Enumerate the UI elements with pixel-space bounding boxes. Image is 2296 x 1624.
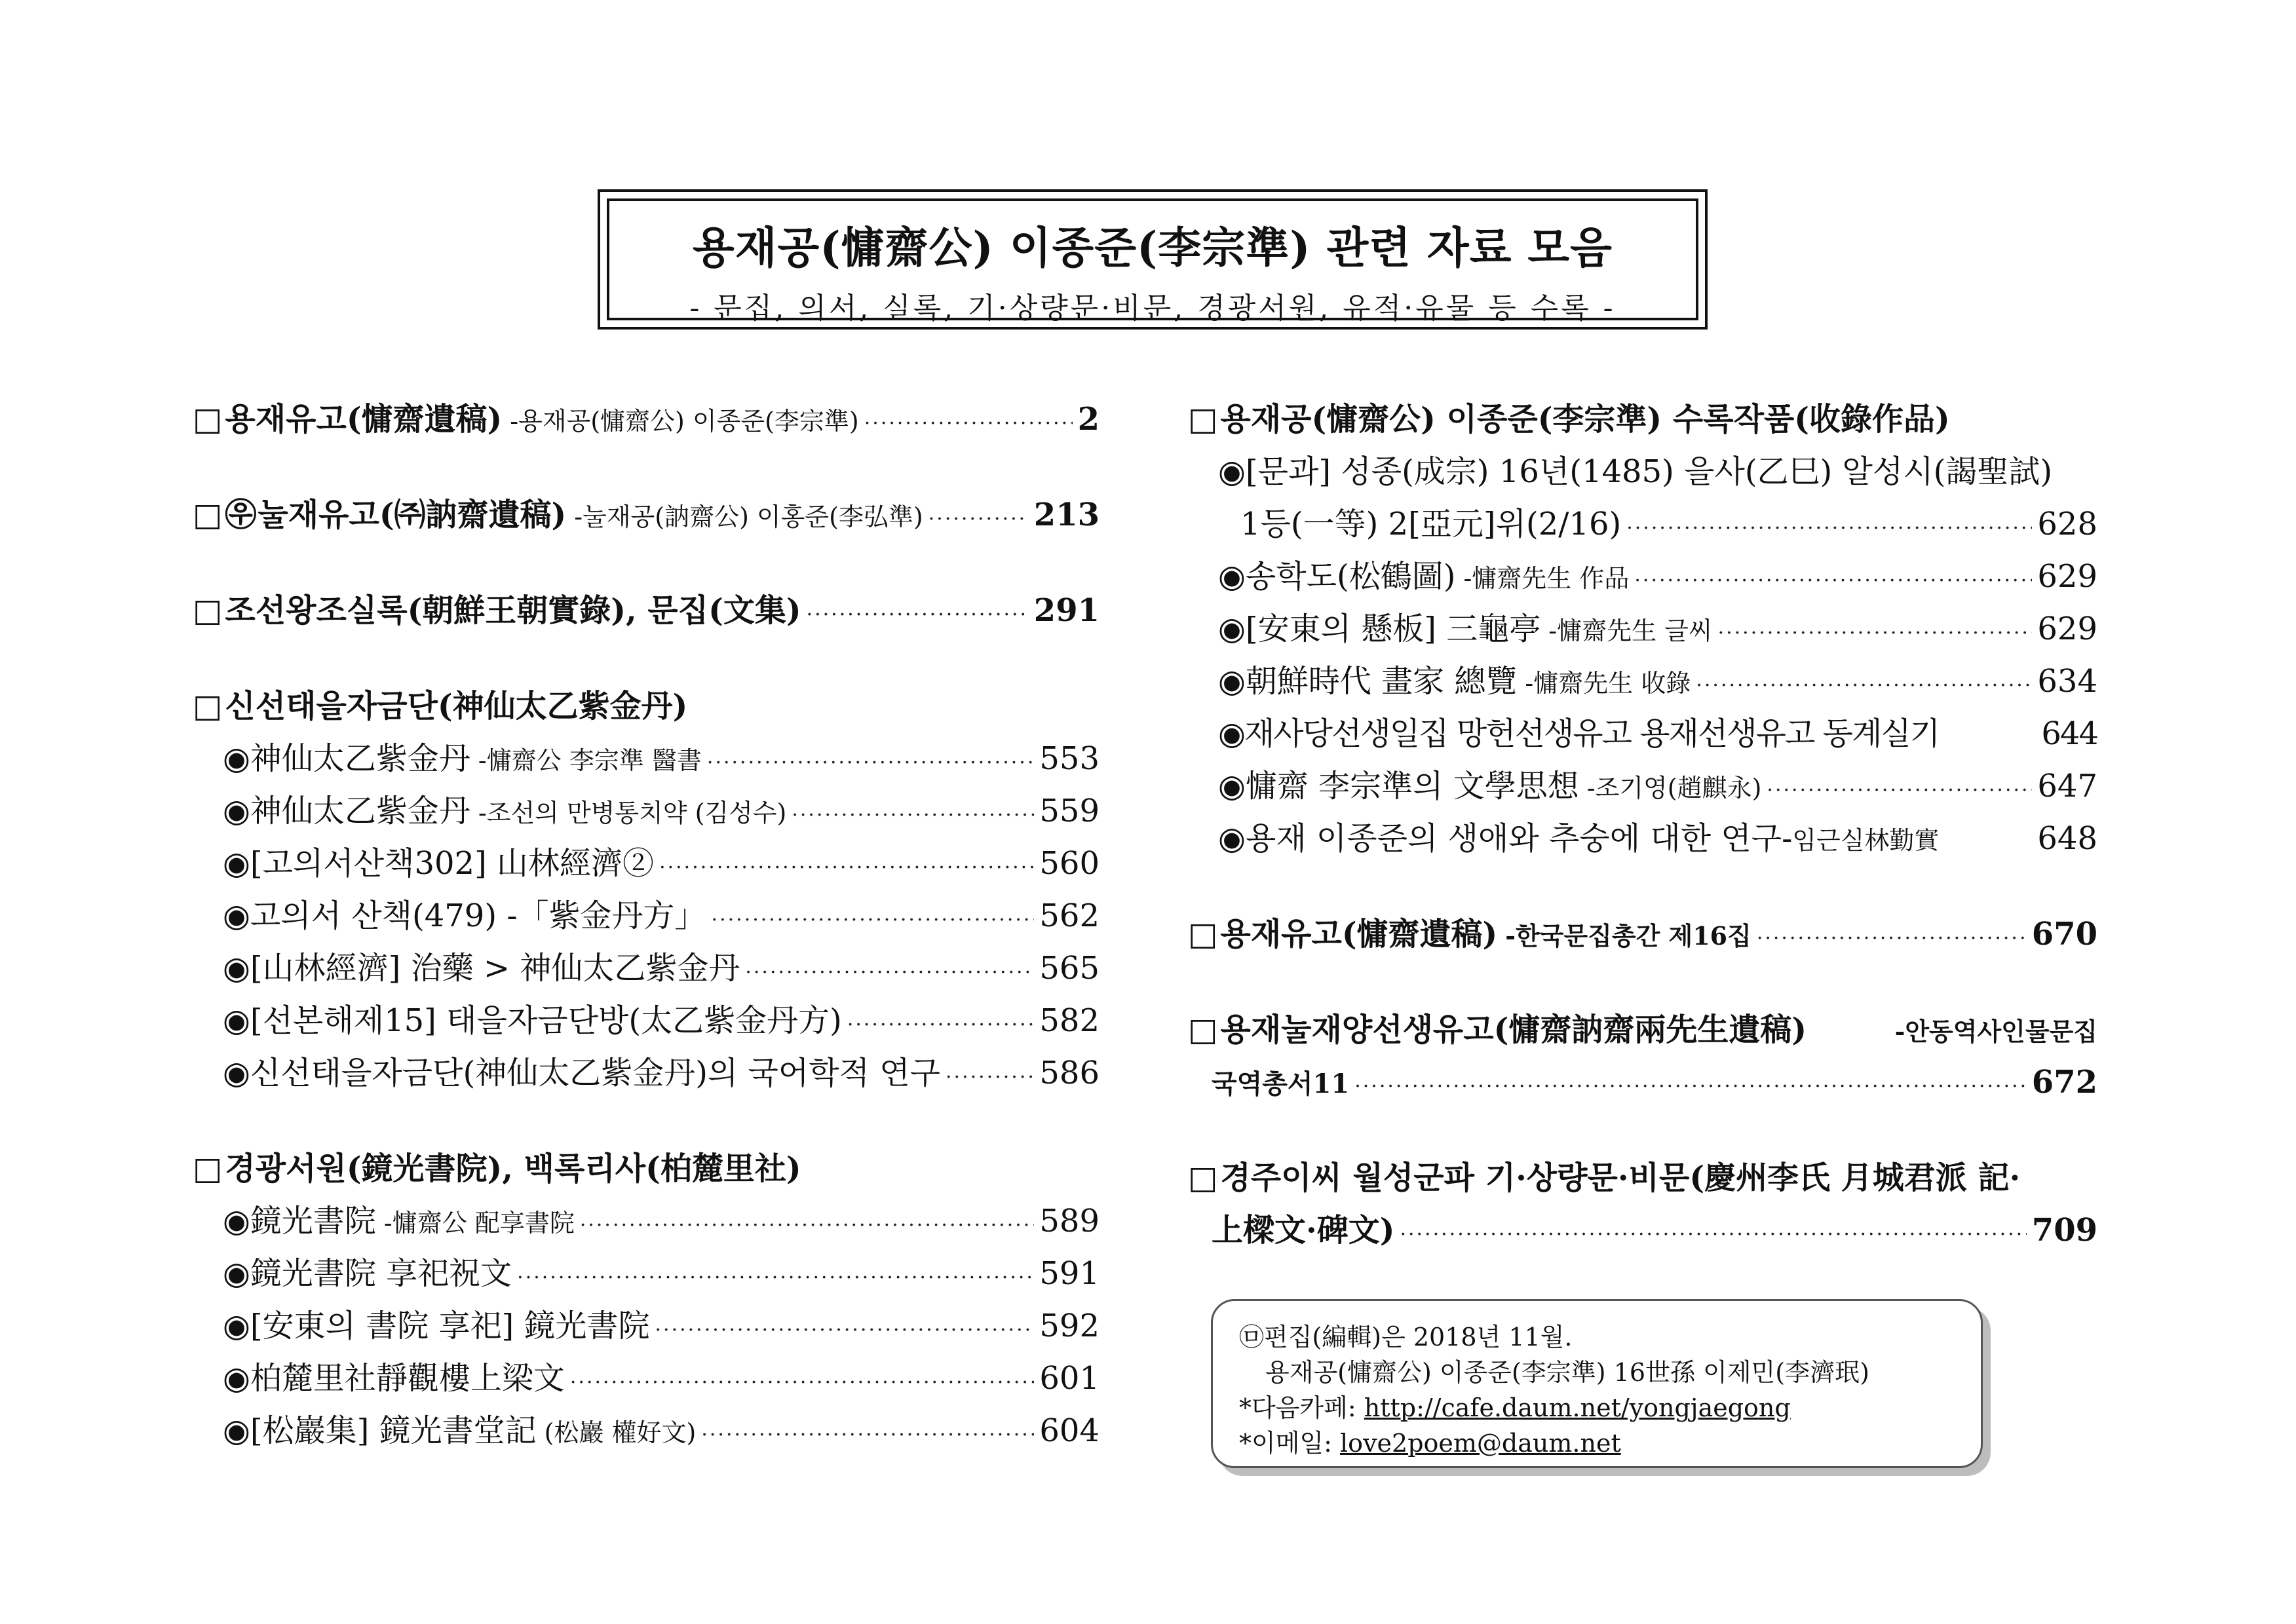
page-number: 591 <box>1039 1255 1100 1292</box>
toc-entry[interactable] <box>193 1195 1100 1247</box>
leader-dots <box>707 737 1034 789</box>
checkbox-square-icon: □ <box>193 497 223 533</box>
bullet-icon: ◉ <box>223 1055 250 1091</box>
bullet-icon: ◉ <box>223 740 250 777</box>
page-number: 670 <box>2031 916 2097 953</box>
leader-dots <box>701 1409 1034 1462</box>
entry-note: -조선의 만병통치약 (김성수) <box>478 799 787 827</box>
entry-title-continued: 1등(一等) 2[亞元]위(2/16) <box>1240 506 1622 542</box>
leader-dots <box>712 894 1035 947</box>
toc-section-yongjae-yugo[interactable] <box>193 393 1100 445</box>
leader-dots <box>847 999 1035 1051</box>
section-subtitle: -눌재공(訥齋公) 이홍준(李弘準) <box>574 502 923 531</box>
page-number: 589 <box>1039 1203 1100 1239</box>
entry-note: -慵齋公 李宗準 醫書 <box>478 746 702 775</box>
bullet-icon: ◉ <box>1218 820 1246 857</box>
page-number: 629 <box>2037 558 2097 595</box>
right-column <box>1188 393 2097 1256</box>
section-title: 경광서원(鏡光書院), 백록리사(柏麓里社) <box>225 1150 801 1187</box>
bullet-icon: ◉ <box>223 1308 250 1344</box>
bullet-icon: ◉ <box>223 1412 250 1449</box>
toc-section-continuation[interactable] <box>1188 1056 2097 1108</box>
toc-section-sillok[interactable] <box>193 584 1100 637</box>
leader-dots <box>1354 1061 2027 1113</box>
entry-note: -慵齋先生 作品 <box>1463 564 1630 593</box>
entry-title: 鏡光書院 <box>250 1203 376 1239</box>
toc-section-munjip-chonggan[interactable] <box>1188 908 2097 960</box>
leader-dots <box>659 842 1034 894</box>
entry-note: 임근실林勤實 <box>1792 826 1940 855</box>
entry-title: [松巖集] 鏡光書堂記 <box>250 1412 537 1449</box>
checkbox-square-icon: □ <box>1188 1011 1218 1048</box>
toc-entry[interactable] <box>193 785 1100 837</box>
toc-section-works[interactable] <box>1188 393 2097 445</box>
page-number: 644 <box>2041 715 2097 752</box>
toc-entry[interactable] <box>1188 708 2097 760</box>
toc-entry[interactable] <box>193 1405 1100 1457</box>
section-subtitle: -용재공(慵齋公) 이종준(李宗準) <box>510 407 859 436</box>
entry-title: [安東의 書院 享祀] 鏡光書院 <box>250 1308 650 1344</box>
section-title: 경주이씨 월성군파 기·상량문·비문(慶州李氏 月城君派 記· <box>1220 1160 2021 1196</box>
page-number: 709 <box>2031 1212 2097 1249</box>
toc-section-gyeonggwang-seowon[interactable] <box>193 1142 1100 1195</box>
page-number: 291 <box>1033 592 1100 629</box>
entry-title: [고의서산책302] 山林經濟② <box>250 845 655 882</box>
bullet-icon: ◉ <box>1218 663 1246 700</box>
page-number: 562 <box>1039 897 1100 934</box>
entry-note: -조기영(趙麒永) <box>1586 774 1762 803</box>
bullet-icon: ◉ <box>223 1360 250 1397</box>
entry-title: 신선태을자금단(神仙太乙紫金丹)의 국어학적 연구 <box>250 1055 941 1091</box>
bullet-icon: ◉ <box>223 950 250 987</box>
checkbox-square-icon: □ <box>193 688 223 725</box>
bullet-icon: ◉ <box>1218 715 1244 752</box>
checkbox-square-icon: □ <box>193 401 223 438</box>
entry-title: 朝鮮時代 畫家 總覽 <box>1245 663 1518 700</box>
toc-entry[interactable] <box>1188 760 2097 812</box>
leader-dots <box>655 1304 1035 1357</box>
toc-section-yangseonsaeng-yugo[interactable] <box>1188 1004 2097 1056</box>
bullet-icon: ◉ <box>223 1203 250 1239</box>
entry-note: -慵齋先生 글씨 <box>1548 616 1713 645</box>
entry-title: [문과] 성종(成宗) 16년(1485) 을사(乙巳) 알성시(謁聖試) <box>1245 453 2053 490</box>
entry-title: 재사당선생일집 망헌선생유고 용재선생유고 동계실기 <box>1244 715 1940 752</box>
toc-entry[interactable] <box>1188 445 2097 498</box>
toc-section-gyeongju-lee[interactable] <box>1188 1152 2097 1204</box>
toc-entry[interactable] <box>1188 603 2097 655</box>
email-link[interactable]: love2poem@daum.net <box>1340 1429 1621 1458</box>
section-title: 눌재유고(㈜訥齋遺稿) <box>258 497 567 533</box>
leader-dots <box>1626 502 2032 555</box>
section-title-continued: 국역총서11 <box>1212 1068 1350 1099</box>
page-number: 582 <box>1039 1002 1100 1039</box>
entry-title: 용재 이종준의 생애와 추숭에 대한 연구- <box>1245 820 1793 857</box>
toc-entry[interactable] <box>193 1047 1100 1099</box>
toc-entry[interactable] <box>193 1352 1100 1405</box>
checkbox-square-icon: □ <box>1188 1160 1218 1196</box>
leader-dots <box>1718 607 2033 660</box>
page-number: 634 <box>2037 663 2097 700</box>
entry-title: [山林經濟] 治藥 > 神仙太乙紫金丹 <box>250 950 740 987</box>
editor-name: 용재공(慵齋公) 이종준(李宗準) 16世孫 이제민(李濟珉) <box>1265 1358 1869 1387</box>
section-title: 조선왕조실록(朝鮮王朝實錄), 문집(文集) <box>225 592 801 629</box>
toc-entry[interactable] <box>1188 812 2097 865</box>
leader-dots <box>807 589 1029 641</box>
email-label: *이메일: <box>1239 1429 1332 1458</box>
page-title: 용재공(慵齋公) 이종준(李宗準) 관련 자료 모음 <box>693 222 1613 273</box>
entry-title: 慵齋 李宗準의 文學思想 <box>1245 768 1579 804</box>
leader-dots <box>580 1199 1035 1252</box>
leader-dots <box>1634 555 2032 607</box>
entry-title: 柏麓里社靜觀樓上梁文 <box>250 1360 565 1397</box>
bullet-icon: ◉ <box>1218 453 1246 490</box>
checkbox-square-icon: □ <box>1188 916 1218 953</box>
leader-dots <box>864 398 1073 450</box>
entry-title: 神仙太乙紫金丹 <box>250 793 470 829</box>
toc-entry[interactable] <box>193 994 1100 1047</box>
page-number: 559 <box>1039 793 1100 829</box>
leader-dots <box>570 1357 1034 1409</box>
page-number: 672 <box>2031 1064 2097 1101</box>
leader-dots <box>745 947 1034 999</box>
toc-entry[interactable] <box>193 890 1100 942</box>
checkbox-square-icon: □ <box>193 592 223 629</box>
leader-dots <box>1400 1209 2026 1261</box>
page-subtitle: - 문집, 의서, 실록, 기·상량문·비문, 경광서원, 유적·유물 등 수록 - <box>689 292 1616 325</box>
toc-entry[interactable] <box>193 1247 1100 1300</box>
page-number: 629 <box>2037 611 2097 647</box>
toc-entry[interactable] <box>193 942 1100 994</box>
section-subtitle: -한국문집총간 제16집 <box>1505 921 1751 951</box>
entry-title: 鏡光書院 享祀祝文 <box>250 1255 512 1292</box>
title-box <box>598 189 1708 330</box>
bullet-icon: ◉ <box>1218 768 1246 804</box>
page-number: 601 <box>1039 1360 1100 1397</box>
toc-entry[interactable] <box>1188 550 2097 603</box>
toc-entry[interactable] <box>193 837 1100 890</box>
entry-note: (松巖 權好文) <box>544 1418 697 1447</box>
entry-title: [安東의 懸板] 三龜亭 <box>1245 611 1541 647</box>
page-number: 2 <box>1077 401 1100 438</box>
entry-title: 송학도(松鶴圖) <box>1245 558 1456 595</box>
toc-section-jageumdan[interactable] <box>193 680 1100 732</box>
toc-entry-continuation[interactable] <box>1188 498 2097 550</box>
entry-note: -慵齋先生 收錄 <box>1525 669 1691 698</box>
left-column <box>193 393 1100 1457</box>
cafe-label: *다음카페: <box>1239 1393 1356 1422</box>
page-number: 648 <box>2037 820 2097 857</box>
bullet-icon: ◉ <box>223 1002 250 1039</box>
entry-title: 고의서 산책(479) -「紫金丹方」 <box>250 897 706 934</box>
section-title: 신선태을자금단(神仙太乙紫金丹) <box>225 688 688 725</box>
leader-dots <box>1757 913 2027 965</box>
checkbox-square-icon: □ <box>1188 401 1218 438</box>
leader-dots <box>1767 765 2032 817</box>
bullet-icon: ◉ <box>223 1255 250 1292</box>
edit-date: ㉤편집(編輯)은 2018년 11월. <box>1239 1323 1573 1351</box>
toc-entry[interactable] <box>193 732 1100 785</box>
circled-mark-icon: ㉾ <box>225 497 257 533</box>
page-number: 628 <box>2037 506 2097 542</box>
toc-section-continuation[interactable] <box>1188 1204 2097 1256</box>
page-number: 604 <box>1039 1412 1100 1449</box>
section-title: 용재공(慵齋公) 이종준(李宗準) 수록작품(收錄作品) <box>1220 401 1950 438</box>
editor-note-box <box>1211 1299 1983 1468</box>
title-inner-frame <box>607 198 1698 325</box>
leader-dots <box>928 493 1029 546</box>
section-title: 용재유고(慵齋遺稿) <box>225 401 503 438</box>
section-title-continued: 上樑文·碑文) <box>1212 1212 1395 1249</box>
page-number: 586 <box>1039 1055 1100 1091</box>
checkbox-square-icon: □ <box>193 1150 223 1187</box>
leader-dots <box>792 789 1034 842</box>
leader-dots <box>946 1051 1034 1104</box>
page-number: 553 <box>1039 740 1100 777</box>
leader-dots <box>517 1252 1034 1304</box>
bullet-icon: ◉ <box>1218 558 1246 595</box>
page-number: 592 <box>1039 1308 1100 1344</box>
page-number: 560 <box>1039 845 1100 882</box>
page-number: 213 <box>1033 497 1100 533</box>
bullet-icon: ◉ <box>223 845 250 882</box>
toc-entry[interactable] <box>1188 655 2097 708</box>
page-number: 565 <box>1039 950 1100 987</box>
section-title: 용재눌재양선생유고(慵齋訥齋兩先生遺稿) <box>1220 1011 1807 1048</box>
leader-dots <box>1696 660 2032 712</box>
toc-section-nuljae-yugo[interactable] <box>193 489 1100 541</box>
bullet-icon: ◉ <box>1218 611 1246 647</box>
toc-entry[interactable] <box>193 1300 1100 1352</box>
entry-note: -慵齋公 配享書院 <box>383 1209 575 1237</box>
section-subtitle: -안동역사인물문집 <box>1894 1017 2097 1046</box>
entry-title: [선본해제15] 태을자금단방(太乙紫金丹方) <box>250 1002 842 1039</box>
bullet-icon: ◉ <box>223 897 250 934</box>
bullet-icon: ◉ <box>223 793 250 829</box>
page-number: 647 <box>2037 768 2097 804</box>
section-title: 용재유고(慵齋遺稿) <box>1220 916 1498 953</box>
entry-title: 神仙太乙紫金丹 <box>250 740 470 777</box>
cafe-link[interactable]: http://cafe.daum.net/yongjaegong <box>1364 1393 1791 1422</box>
